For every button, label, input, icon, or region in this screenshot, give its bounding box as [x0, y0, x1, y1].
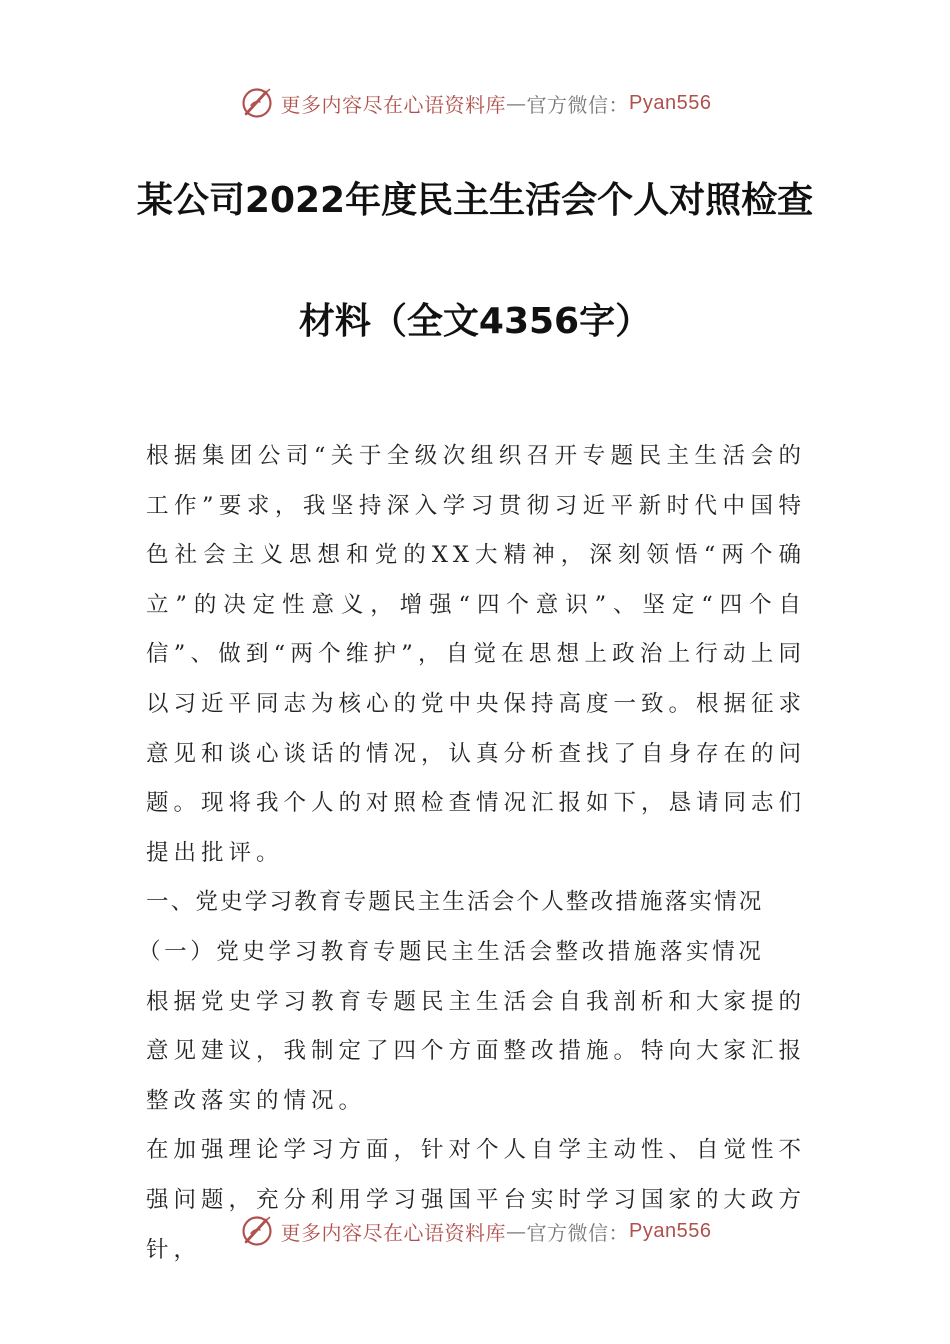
banner-dash: —: [506, 91, 527, 115]
document-title-line1: 某公司2022年度民主生活会个人对照检查: [136, 180, 814, 221]
pen-logo-icon: [239, 1213, 275, 1249]
section-heading: 一、党史学习教育专题民主生活会个人整改措施落实情况: [146, 889, 764, 916]
footer-banner: [0, 1211, 950, 1251]
paragraph: 根据党史学习教育专题民主生活会自我剖析和大家提的意见建议，我制定了四个方面整改措施。特向大家汇报整改落实的情况。: [146, 988, 807, 1114]
paragraph: 在加强理论学习方面，针对个人自学主动性、自觉性不强问题，充分利用学习强国平台实时学习国家的大政方针，: [146, 1137, 807, 1263]
banner-promo-text: 更多内容尽在心语资料库: [280, 1220, 507, 1245]
banner-wechat-id: Pyan556: [629, 91, 712, 114]
document-title-line2: 材料（全文4356字）: [298, 301, 652, 342]
banner-promo-text: 更多内容尽在心语资料库: [280, 92, 507, 117]
section-subheading: （一）党史学习教育专题民主生活会整改措施落实情况: [138, 938, 765, 965]
header-banner: [0, 83, 950, 123]
document-body: [138, 432, 807, 1275]
intro-paragraph: 根据集团公司“关于全级次组织召开专题民主生活会的工作”要求，我坚持深入学习贯彻习近平新时代中国特色社会主义思想和党的XX大精神，深刻领悟“两个确立”的决定性意义，增强“四个意识”、坚定“四个自信”、做到“两个维护”，自觉在思想上政治上行动上同以习近平同志为核心的党中央保持高度一致。根据征求意见和谈心谈话的情况，认真分析查找了自身存在的问题。现将我个人的对照检查情况汇报如下，恳请同志们提出批评。: [146, 443, 807, 866]
banner-wechat-label: 官方微信：: [526, 1220, 630, 1245]
pen-logo-icon: [239, 85, 275, 121]
banner-wechat-id: Pyan556: [629, 1219, 712, 1242]
banner-dash: —: [506, 1219, 527, 1243]
banner-wechat-label: 官方微信：: [526, 92, 630, 117]
